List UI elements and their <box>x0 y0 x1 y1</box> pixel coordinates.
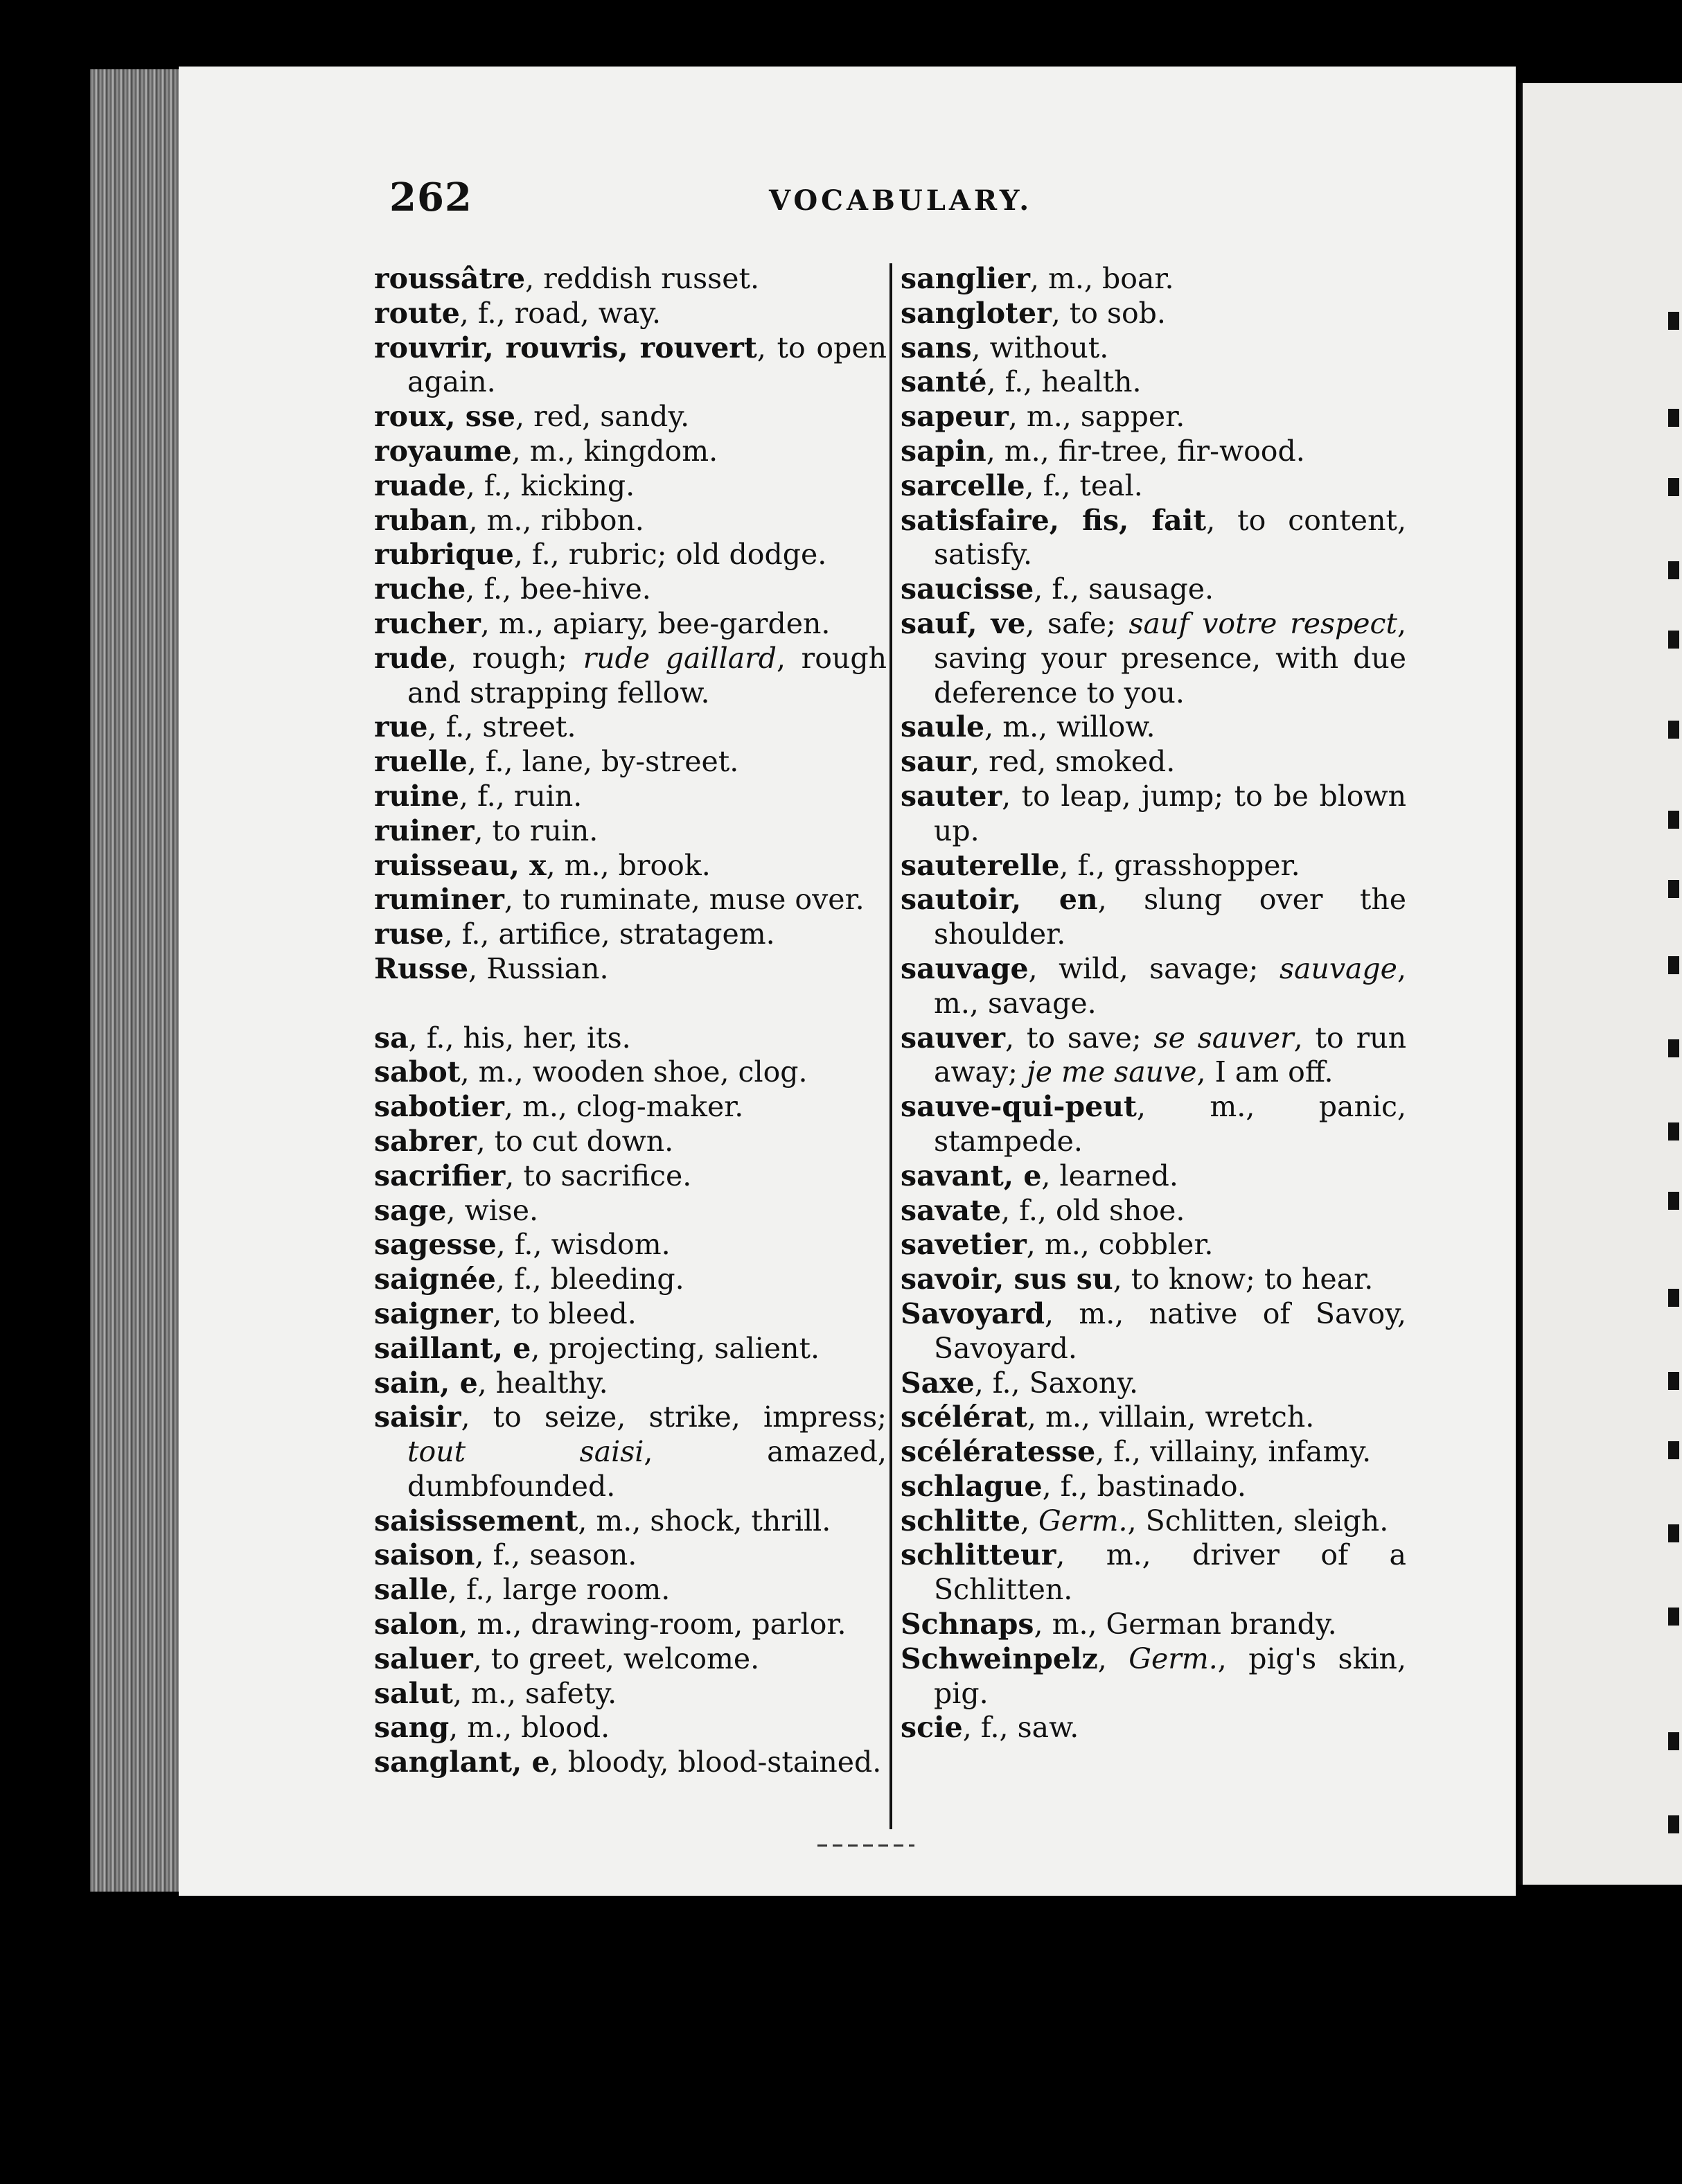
vocab-entry <box>901 1262 1406 1297</box>
vocab-entry <box>374 1125 887 1159</box>
vocab-entry <box>374 710 887 745</box>
vocab-entry <box>901 262 1406 297</box>
entry-headword: sauvage <box>901 951 1029 985</box>
vocab-entry <box>901 780 1406 849</box>
vocab-entry <box>901 1021 1406 1091</box>
entry-definition: , Schlitten, sleigh. <box>1127 1504 1389 1538</box>
entry-headword: sacrifier <box>374 1159 506 1192</box>
page-edge-stack <box>90 69 180 1892</box>
entry-definition: , to cut down. <box>476 1124 674 1158</box>
vocab-entry <box>901 1228 1406 1262</box>
entry-headword: sauf, ve <box>901 606 1026 640</box>
entry-headword: santé <box>901 365 987 399</box>
entry-headword: rouvrir, rouvris, rouvert <box>374 331 757 364</box>
entry-definition: , m., drawing-room, parlor. <box>459 1608 847 1641</box>
vocab-entry <box>901 1470 1406 1504</box>
entry-headword: sauver <box>901 1021 1005 1055</box>
entry-definition: , f., bleeding. <box>495 1262 684 1296</box>
vocab-entry <box>901 1608 1406 1642</box>
entry-headword: saule <box>901 710 985 744</box>
entry-headword: Russe <box>374 951 469 985</box>
vocab-entry <box>374 1745 887 1780</box>
vocab-entry <box>901 1159 1406 1194</box>
entry-headword: Schnaps <box>901 1608 1034 1641</box>
entry-definition: , to bleed. <box>493 1296 637 1330</box>
entry-headword: schlitteur <box>901 1538 1056 1572</box>
entry-definition: , to ruminate, muse over. <box>504 883 865 917</box>
entry-definition: , healthy. <box>477 1366 608 1400</box>
vocab-entry <box>901 745 1406 780</box>
vocab-entry <box>901 572 1406 607</box>
vocab-entry <box>374 331 887 400</box>
entry-definition: , red, sandy. <box>515 400 690 434</box>
entry-definition: , f., villainy, infamy. <box>1095 1435 1372 1469</box>
entry-definition: , m., native of Savoy, Savoyard. <box>934 1296 1406 1365</box>
entry-definition: , bloody, blood-stained. <box>549 1745 882 1779</box>
entry-definition: , f., Saxony. <box>974 1366 1139 1400</box>
vocab-entry <box>374 1642 887 1677</box>
entry-definition: , m., ribbon. <box>468 503 644 537</box>
entry-headword: savate <box>901 1193 1002 1227</box>
entry-definition: , safe; <box>1025 606 1129 640</box>
vocab-entry <box>901 400 1406 434</box>
entry-definition: , to sob. <box>1051 296 1166 330</box>
entry-italic-phrase: je me sauve <box>1027 1055 1197 1089</box>
bottom-rule <box>817 1844 914 1847</box>
entry-headword: schlitte <box>901 1504 1020 1538</box>
entry-definition: , f., kicking. <box>466 468 635 502</box>
vocab-entry <box>901 331 1406 366</box>
vocab-entry <box>901 365 1406 400</box>
vocab-entry <box>374 814 887 849</box>
vocab-entry <box>901 297 1406 331</box>
entry-headword: sanglier <box>901 262 1030 295</box>
entry-headword: ruine <box>374 779 459 813</box>
entry-definition: , m., fir-tree, fir-wood. <box>986 434 1305 468</box>
entry-definition: , f., ruin. <box>459 779 583 813</box>
vocab-entry <box>901 1366 1406 1401</box>
vocab-entry <box>901 607 1406 710</box>
vocab-entry <box>901 504 1406 573</box>
entry-definition: , wild, savage; <box>1028 951 1280 985</box>
vocab-entry <box>374 262 887 297</box>
vocab-entry <box>901 710 1406 745</box>
entry-headword: ruche <box>374 572 466 606</box>
entry-headword: Savoyard <box>901 1296 1045 1330</box>
entry-headword: salut <box>374 1676 453 1710</box>
vocab-entry <box>901 1194 1406 1228</box>
entry-italic-phrase: Germ. <box>1128 1641 1218 1675</box>
entry-headword: route <box>374 296 460 330</box>
vocab-entry <box>374 1090 887 1125</box>
entry-definition: , m., brook. <box>546 848 711 882</box>
entry-headword: ruiner <box>374 813 475 847</box>
entry-definition: , to greet, welcome. <box>472 1641 760 1675</box>
entry-definition: , f., season. <box>475 1538 637 1572</box>
vocab-entry <box>374 1021 887 1056</box>
entry-definition: , to run away; <box>934 1021 1407 1089</box>
vocab-entry <box>374 1297 887 1332</box>
vocab-entry <box>901 1538 1406 1608</box>
entry-definition: , m., savage. <box>934 951 1406 1020</box>
entry-definition: , to ruin. <box>474 813 599 847</box>
vocab-entry <box>374 1711 887 1745</box>
entry-definition: , rough and strapping fellow. <box>407 641 887 710</box>
entry-definition: , f., teal. <box>1025 468 1143 502</box>
entry-headword: saluer <box>374 1641 473 1675</box>
entry-headword: scie <box>901 1711 963 1745</box>
entry-headword: satisfaire, fis, fait <box>901 503 1207 537</box>
vocab-entry <box>374 469 887 504</box>
entry-definition: , slung over the shoulder. <box>934 883 1406 951</box>
vocab-entry <box>374 1332 887 1366</box>
vocab-entry <box>374 504 887 538</box>
vocab-entry <box>901 469 1406 504</box>
vocab-entry <box>374 1608 887 1642</box>
entry-definition: , f., bastinado. <box>1042 1469 1246 1503</box>
entry-definition: , to leap, jump; to be blown up. <box>934 779 1406 847</box>
entry-definition: , saving your presence, with due deference to you. <box>934 606 1406 710</box>
entry-headword: sage <box>374 1193 447 1227</box>
entry-definition: , f., rubric; old dodge. <box>513 538 827 572</box>
entry-headword: savetier <box>901 1228 1027 1262</box>
entry-headword: sauterelle <box>901 848 1060 882</box>
entry-definition: , learned. <box>1041 1159 1178 1192</box>
entry-headword: sauve-qui-peut <box>901 1090 1137 1124</box>
vocab-entry <box>374 917 887 952</box>
entry-headword: savoir, sus su <box>901 1262 1113 1296</box>
entry-headword: ruisseau, x <box>374 848 547 882</box>
vocab-entry <box>901 1400 1406 1435</box>
entry-headword: sagesse <box>374 1228 497 1262</box>
vocab-entry <box>374 780 887 814</box>
vocab-entry <box>374 1366 887 1401</box>
entry-headword: sain, e <box>374 1366 478 1400</box>
vocab-entry <box>374 1573 887 1608</box>
entry-definition: , m., willow. <box>984 710 1156 744</box>
entry-definition: , m., safety. <box>452 1676 617 1710</box>
vocab-entry <box>374 607 887 642</box>
vocab-entry <box>374 572 887 607</box>
entry-definition: , m., German brandy. <box>1034 1608 1337 1641</box>
page-number: 262 <box>389 175 472 220</box>
entry-headword: sa <box>374 1021 409 1055</box>
vocab-entry <box>901 849 1406 883</box>
entry-headword: saucisse <box>901 572 1034 606</box>
entry-definition: , f., old shoe. <box>1001 1193 1185 1227</box>
entry-italic-phrase: Germ. <box>1038 1504 1128 1538</box>
vocab-entry <box>374 642 887 711</box>
entry-definition: , m., blood. <box>449 1711 610 1745</box>
entry-definition: , f., lane, by-street. <box>467 745 739 779</box>
entry-definition: , f., saw. <box>962 1711 1079 1745</box>
entry-headword: sautoir, en <box>901 883 1098 917</box>
entry-definition: , rough; <box>448 641 583 675</box>
entry-headword: savant, e <box>901 1159 1042 1192</box>
entry-headword: saignée <box>374 1262 496 1296</box>
vocab-entry <box>901 434 1406 469</box>
entry-definition: , m., clog-maker. <box>504 1090 744 1124</box>
entry-italic-phrase: tout saisi <box>407 1435 644 1469</box>
vocab-entry <box>374 952 887 987</box>
vocab-entry <box>374 1677 887 1711</box>
entry-headword: roux, sse <box>374 400 515 434</box>
vocab-entry <box>374 434 887 469</box>
entry-headword: ruelle <box>374 745 468 779</box>
entry-headword: sarcelle <box>901 468 1025 502</box>
vocab-entry <box>374 849 887 883</box>
entry-headword: sanglant, e <box>374 1745 550 1779</box>
right-column <box>901 262 1406 1745</box>
entry-definition: , m., apiary, bee-garden. <box>480 606 831 640</box>
entry-definition: , f., road, way. <box>459 296 661 330</box>
entry-definition: , without. <box>971 331 1109 364</box>
entry-headword: saisir <box>374 1400 461 1434</box>
entry-headword: saillant, e <box>374 1331 531 1365</box>
facing-page-edge <box>1523 83 1682 1885</box>
vocab-entry <box>374 1228 887 1262</box>
entry-definition: , to seize, strike, impress; <box>461 1400 887 1434</box>
vocab-entry <box>901 1090 1406 1159</box>
vocab-entry <box>374 1262 887 1297</box>
vocab-entry <box>374 400 887 434</box>
entry-definition: , reddish russet. <box>525 262 759 295</box>
entry-definition: , f., street. <box>427 710 576 744</box>
entry-definition: , <box>1097 1641 1129 1675</box>
vocab-entry <box>374 538 887 572</box>
entry-definition: , to sacrifice. <box>505 1159 692 1192</box>
vocab-entry <box>901 1297 1406 1366</box>
left-column <box>374 262 887 1780</box>
entry-italic-phrase: sauvage <box>1279 951 1397 985</box>
entry-headword: scélérat <box>901 1400 1027 1434</box>
entry-definition: , to save; <box>1004 1021 1154 1055</box>
entry-definition: , f., wisdom. <box>496 1228 671 1262</box>
entry-definition: , m., villain, wretch. <box>1027 1400 1315 1434</box>
vocab-entry <box>901 952 1406 1021</box>
page-header <box>208 175 1455 223</box>
vocab-entry <box>374 883 887 917</box>
entry-definition: , m., sapper. <box>1008 400 1185 434</box>
entry-headword: saur <box>901 745 971 779</box>
entry-headword: sans <box>901 331 972 364</box>
entry-headword: sauter <box>901 779 1002 813</box>
entry-headword: schlague <box>901 1469 1043 1503</box>
entry-definition: , pig's skin, pig. <box>934 1641 1406 1710</box>
entry-headword: ruade <box>374 468 466 502</box>
entry-definition: , f., sausage. <box>1034 572 1214 606</box>
entry-headword: rue <box>374 710 428 744</box>
vocab-entry <box>374 1504 887 1539</box>
entry-definition: , f., his, her, its. <box>408 1021 631 1055</box>
vocab-entry <box>374 1055 887 1090</box>
entry-definition: , I am off. <box>1196 1055 1334 1089</box>
entry-italic-phrase: se sauver <box>1153 1021 1294 1055</box>
entry-headword: royaume <box>374 434 512 468</box>
entry-headword: ruminer <box>374 883 504 917</box>
vocab-entry <box>374 1400 887 1504</box>
entry-definition: , to open again. <box>407 331 887 399</box>
entry-headword: Saxe <box>901 1366 975 1400</box>
entry-headword: rude <box>374 641 448 675</box>
vocab-entry <box>374 1194 887 1228</box>
entry-headword: ruse <box>374 917 444 951</box>
entry-headword: sabotier <box>374 1090 504 1124</box>
entry-headword: sabot <box>374 1055 461 1089</box>
vocab-entry <box>901 1711 1406 1745</box>
entry-headword: sapin <box>901 434 986 468</box>
column-divider <box>889 263 892 1829</box>
entry-definition: , Russian. <box>468 951 609 985</box>
entry-definition: , m., driver of a Schlitten. <box>934 1538 1406 1607</box>
entry-headword: scélératesse <box>901 1435 1096 1469</box>
vocab-entry <box>374 745 887 780</box>
vocab-entry <box>901 1504 1406 1539</box>
running-head: VOCABULARY. <box>769 184 1033 217</box>
entry-definition: , amazed, dumbfounded. <box>407 1435 887 1503</box>
vocab-entry <box>901 1642 1406 1711</box>
entry-headword: ruban <box>374 503 469 537</box>
entry-headword: sang <box>374 1711 450 1745</box>
entry-definition: , f., bee-hive. <box>466 572 651 606</box>
entry-headword: Schweinpelz <box>901 1641 1098 1675</box>
vocab-entry <box>901 1435 1406 1470</box>
entry-headword: sapeur <box>901 400 1009 434</box>
entry-definition: , wise. <box>446 1193 539 1227</box>
entry-headword: salon <box>374 1608 459 1641</box>
entry-definition: , m., panic, stampede. <box>934 1090 1406 1158</box>
entry-italic-phrase: rude gaillard <box>583 641 777 675</box>
entry-headword: sangloter <box>901 296 1052 330</box>
entry-definition: , red, smoked. <box>971 745 1176 779</box>
entry-definition: , m., boar. <box>1029 262 1174 295</box>
entry-headword: roussâtre <box>374 262 526 295</box>
entry-headword: saisissement <box>374 1504 578 1538</box>
entry-headword: salle <box>374 1573 448 1607</box>
entry-definition: , projecting, salient. <box>531 1331 820 1365</box>
entry-definition: , f., artifice, stratagem. <box>443 917 775 951</box>
entry-definition: , <box>1020 1504 1039 1538</box>
entry-definition: , to content, satisfy. <box>934 503 1406 572</box>
entry-headword: sabrer <box>374 1124 477 1158</box>
entry-definition: , m., cobbler. <box>1026 1228 1214 1262</box>
entry-definition: , m., wooden shoe, clog. <box>460 1055 808 1089</box>
entry-italic-phrase: sauf votre respect <box>1128 606 1397 640</box>
entry-definition: , f., health. <box>986 365 1142 399</box>
entry-headword: saigner <box>374 1296 493 1330</box>
entry-headword: rucher <box>374 606 481 640</box>
vocab-entry <box>374 1159 887 1194</box>
entry-definition: , f., grasshopper. <box>1059 848 1300 882</box>
entry-definition: , to know; to hear. <box>1113 1262 1374 1296</box>
entry-headword: saison <box>374 1538 475 1572</box>
vocab-entry <box>374 1538 887 1573</box>
vocab-entry <box>901 883 1406 952</box>
entry-definition: , m., shock, thrill. <box>578 1504 831 1538</box>
entry-headword: rubrique <box>374 538 514 572</box>
entry-definition: , f., large room. <box>448 1573 671 1607</box>
entry-definition: , m., kingdom. <box>511 434 718 468</box>
vocab-entry <box>374 297 887 331</box>
